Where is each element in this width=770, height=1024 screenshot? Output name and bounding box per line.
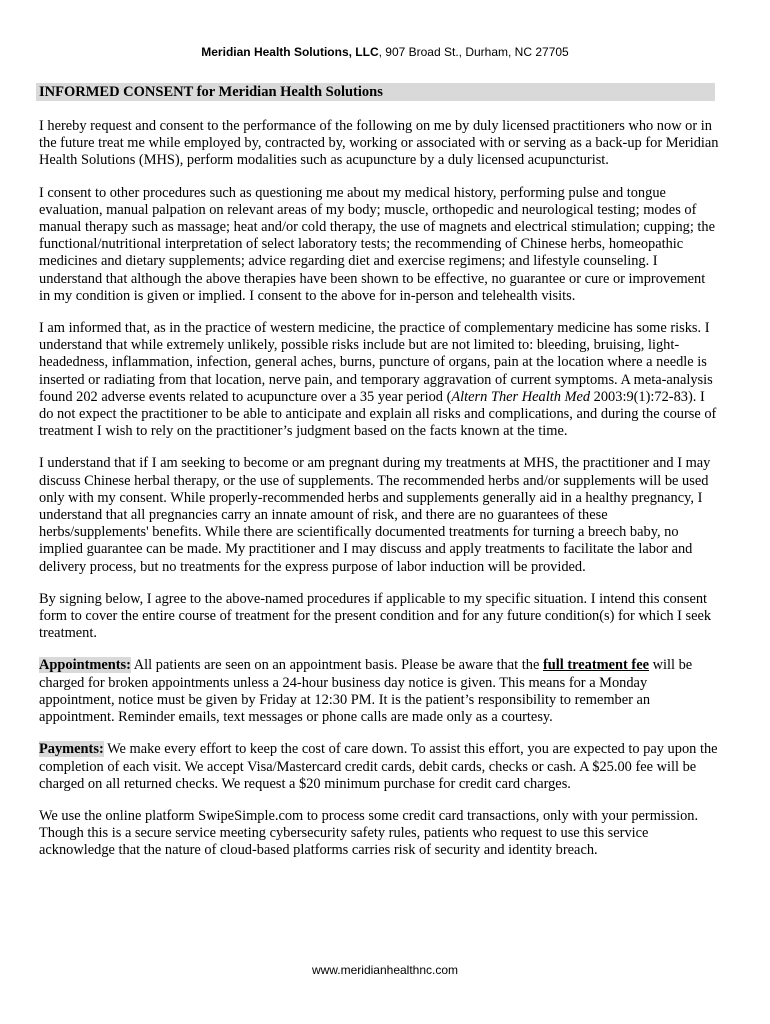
paragraph-signing: By signing below, I agree to the above-named procedures if applicable to my specific situation. I intend this consent form to cover the entire course of treatment for the present condition and for any future condition(s) for which I seek treatment. <box>39 590 712 642</box>
payments-label: Payments: <box>39 741 104 758</box>
company-name: Meridian Health Solutions, LLC <box>201 45 379 59</box>
paragraph-request: I hereby request and consent to the performance of the following on me by duly licensed practitioners who now or in the future treat me while employed by, contracted by, working or associated with or serving as a back-up for Meridian Health Solutions (MHS), perform modalities such as acupuncture by a duly licensed acupuncturist. <box>39 118 719 169</box>
appointments-text-a: All patients are seen on an appointment basis. Please be aware that the <box>130 657 543 674</box>
appointments-text-b: will be charged for broken appointments unless a 24-hour business day notice is given. This means for a Monday appointment, notice must be given by Friday at 12:30 PM. It is the patient’s responsibility to remember an appointment. Reminder emails, text messages or phone calls are made only as a courtesy. <box>39 657 693 726</box>
paragraph-procedures: I consent to other procedures such as questioning me about my medical history, performing pulse and tongue evaluation, manual palpation on relevant areas of my body; muscle, orthopedic and neurological testing; modes of manual therapy such as massage; heat and/or cold therapy, the use of magnets and electrical stimulation; cupping; the functional/nutritional interpretation of select laboratory tests; the recommending of Chinese herbs, homeopathic medicines and dietary supplements; advice regarding diet and exercise regimens; and lifestyle counseling. I understand that although the above therapies have been shown to be effective, no guarantee or cure or improvement in my condition is given or implied. I consent to the above for in-person and telehealth visits. <box>39 184 716 304</box>
paragraph-pregnancy: I understand that if I am seeking to become or am pregnant during my treatments at MHS, the practitioner and I may discuss Chinese herbal therapy, or the use of supplements. The recommended herbs and/or supplements will be used only with my consent. While properly-recommended herbs and supplements generally aid in a healthy pregnancy, I understand that all pregnancies carry an innate amount of risk, and there are no guarantees of these herbs/supplements' benefits. While there are scientifically documented treatments for turning a breech baby, no implied guarantee can be made. My practitioner and I may discuss and apply treatments to facilitate the labor and delivery process, but no treatments for the express purpose of labor induction will be provided. <box>39 455 711 575</box>
risks-text-a: I am informed that, as in the practice of western medicine, the practice of complementary medicine has some risks. I understand that while extremely unlikely, possible risks include but are not limited to: bleeding, bruising, light-headedness, inflammation, infection, general aches, burns, puncture of organs, pain at the location where a needle is inserted or radiating from that location, nerve pain, and temporary aggravation of current symptoms. A meta-analysis found 202 adverse events related to acupuncture over a 35 year period ( <box>39 320 713 405</box>
paragraph-payments <box>39 741 719 793</box>
payments-text: We make every effort to keep the cost of care down. To assist this effort, you are expected to pay upon the completion of each visit. We accept Visa/Mastercard credit cards, debit cards, checks or cash. A $25.00 fee will be charged on all returned checks. We request a $20 minimum purchase for credit card charges. <box>39 741 718 792</box>
paragraph-appointments <box>39 657 719 726</box>
full-treatment-fee: full treatment fee <box>542 657 649 674</box>
paragraph-risks <box>39 320 719 440</box>
appointments-label: Appointments: <box>39 657 131 674</box>
footer-website: www.meridianhealthnc.com <box>311 963 459 977</box>
document-body <box>39 118 719 875</box>
document-title: INFORMED CONSENT for Meridian Health Solutions <box>36 83 715 101</box>
paragraph-online-platform: We use the online platform SwipeSimple.com to process some credit card transactions, only with your permission. Though this is a secure service meeting cybersecurity safety rules, patients who request to use this service acknowledge that the nature of cloud-based platforms carries risk of security and identity breach. <box>39 807 699 859</box>
citation-journal: Altern Ther Health Med <box>451 388 591 405</box>
company-address: , 907 Broad St., Durham, NC 27705 <box>378 45 569 59</box>
page-header <box>0 45 770 59</box>
risks-text-b: 2003:9(1):72-83). I do not expect the practitioner to be able to anticipate and explain all risks and complications, and during the course of treatment I wish to rely on the practitioner’s judgment based on the facts known at the time. <box>39 388 717 440</box>
